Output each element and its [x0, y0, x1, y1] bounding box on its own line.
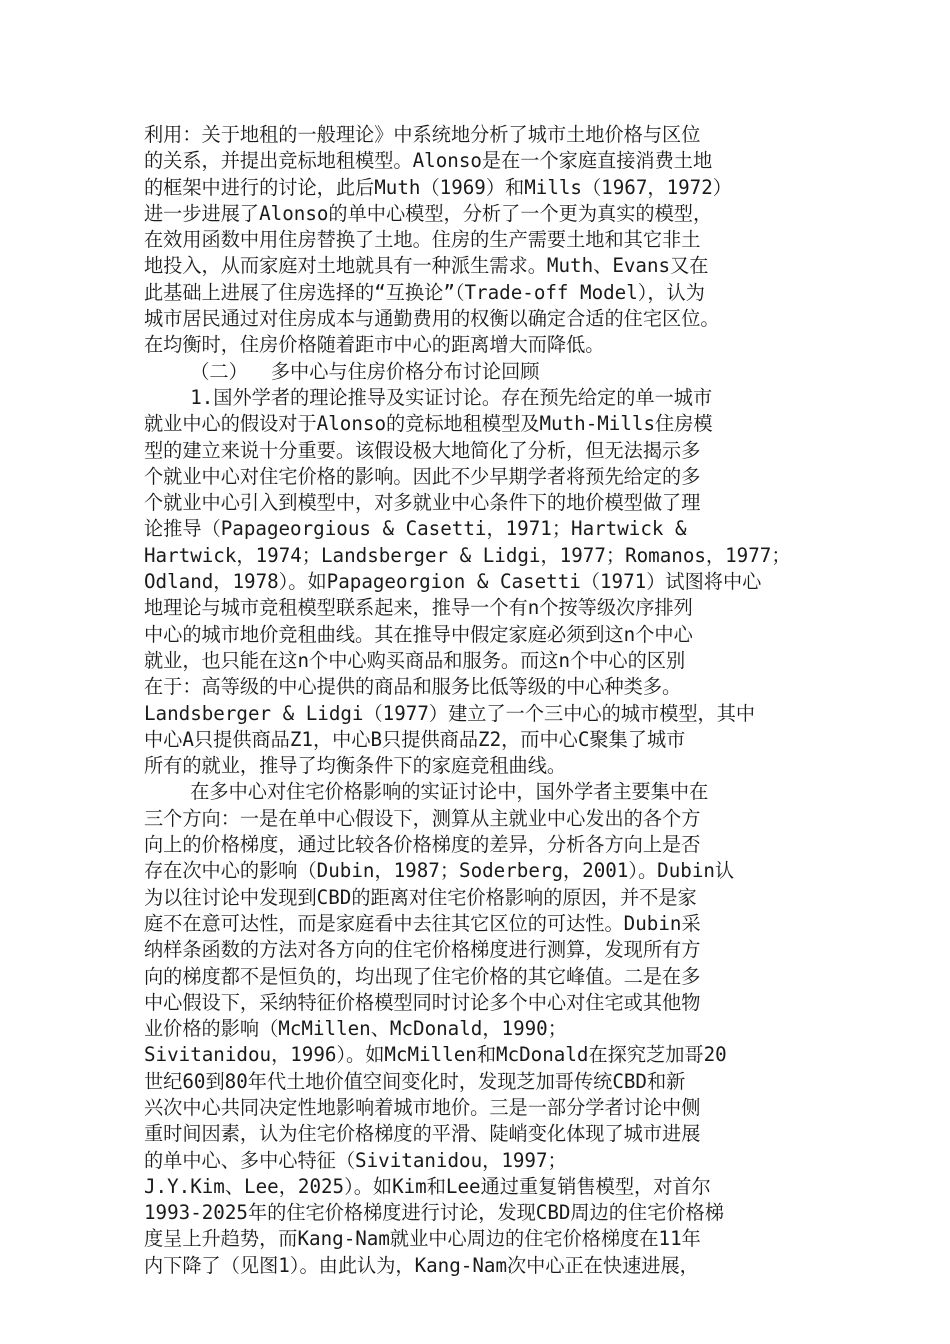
text-line: 的单中心、多中心特征（Sivitanidou，1997； [144, 1148, 567, 1172]
text-line: Sivitanidou，1996）。如McMillen和McDonald在探究芝加哥20 [144, 1043, 727, 1067]
text-line: 在均衡时，住房价格随着距市中心的距离增大而降低。 [144, 333, 605, 357]
text-line: 就业中心的假设对于Alonso的竞标地租模型及Muth-Mills住房模 [144, 412, 713, 436]
section-heading: （二） 多中心与住房价格分布讨论回顾 [144, 359, 540, 383]
text-line: 所有的就业，推导了均衡条件下的家庭竞租曲线。 [144, 754, 567, 778]
text-line: 中心的城市地价竞租曲线。其在推导中假定家庭必须到这n个中心 [144, 622, 693, 646]
text-line: Hartwick，1974；Landsberger & Lidgi，1977；Romanos，1977； [144, 543, 791, 567]
text-line: 地投入，从而家庭对土地就具有一种派生需求。Muth、Evans又在 [144, 254, 709, 278]
text-line: 在于：高等级的中心提供的商品和服务比低等级的中心种类多。 [144, 675, 682, 699]
text-line: 向上的价格梯度，通过比较各价格梯度的差异，分析各方向上是否 [144, 833, 701, 857]
text-line: 地理论与城市竞租模型联系起来，推导一个有n个按等级次序排列 [144, 596, 693, 620]
text-line: 兴次中心共同决定性地影响着城市地价。三是一部分学者讨论中侧 [144, 1095, 701, 1119]
text-line: 世纪60到80年代土地价值空间变化时，发现芝加哥传统CBD和新 [144, 1069, 686, 1093]
text-line: 业价格的影响（McMillen、McDonald，1990； [144, 1017, 567, 1041]
text-line: 此基础上进展了住房选择的“互换论”（Trade-off Model），认为 [144, 280, 705, 304]
text-line: 内下降了（见图1）。由此认为，Kang-Nam次中心正在快速进展， [144, 1253, 699, 1277]
text-line: 度呈上升趋势，而Kang-Nam就业中心周边的住宅价格梯度在11年 [144, 1227, 701, 1251]
text-line: J.Y.Kim、Lee，2025）。如Kim和Lee通过重复销售模型，对首尔 [144, 1174, 711, 1198]
text-line: 城市居民通过对住房成本与通勤费用的权衡以确定合适的住宅区位。 [144, 307, 720, 331]
text-line: 进一步进展了Alonso的单中心模型，分析了一个更为真实的模型， [144, 201, 713, 225]
text-line: 向的梯度都不是恒负的，均出现了住宅价格的其它峰值。二是在多 [144, 964, 701, 988]
text-line: 在效用函数中用住房替换了土地。住房的生产需要土地和其它非土 [144, 228, 701, 252]
text-line: Landsberger & Lidgi（1977）建立了一个三中心的城市模型，其中 [144, 701, 756, 725]
text-line: Odland，1978）。如Papageorgion & Casetti（1971）试图将中心 [144, 570, 762, 594]
text-line: 1.国外学者的理论推导及实证讨论。存在预先给定的单一城市 [144, 385, 713, 409]
text-line: 中心假设下，采纳特征价格模型同时讨论多个中心对住宅或其他物 [144, 990, 701, 1014]
text-line: 中心A只提供商品Z1，中心B只提供商品Z2，而中心C聚集了城市 [144, 727, 686, 751]
text-line: 重时间因素，认为住宅价格梯度的平滑、陡峭变化体现了城市进展 [144, 1122, 701, 1146]
text-line: 存在次中心的影响（Dubin，1987；Soderberg，2001）。Dubin认 [144, 859, 735, 883]
body-text [144, 122, 824, 1279]
text-line: 三个方向：一是在单中心假设下，测算从主就业中心发出的各个方 [144, 806, 701, 830]
text-line: 1993-2025年的住宅价格梯度进行讨论，发现CBD周边的住宅价格梯 [144, 1201, 724, 1225]
text-line: 纳样条函数的方法对各方向的住宅价格梯度进行测算，发现所有方 [144, 938, 701, 962]
text-line: 论推导（Papageorgious & Casetti，1971；Hartwick & [144, 517, 687, 541]
text-line: 个就业中心对住宅价格的影响。因此不少早期学者将预先给定的多 [144, 464, 701, 488]
text-line: 就业，也只能在这n个中心购买商品和服务。而这n个中心的区别 [144, 648, 686, 672]
text-line: 型的建立来说十分重要。该假设极大地简化了分析，但无法揭示多 [144, 438, 701, 462]
text-line: 庭不在意可达性，而是家庭看中去往其它区位的可达性。Dubin采 [144, 911, 701, 935]
text-line: 在多中心对住宅价格影响的实证讨论中，国外学者主要集中在 [144, 780, 709, 804]
text-line: 利用：关于地租的一般理论》中系统地分析了城市土地价格与区位 [144, 123, 701, 146]
text-line: 为以往讨论中发现到CBD的距离对住宅价格影响的原因，并不是家 [144, 885, 697, 909]
text-line: 个就业中心引入到模型中，对多就业中心条件下的地价模型做了理 [144, 491, 701, 515]
text-line: 的框架中进行的讨论，此后Muth（1969）和Mills（1967，1972） [144, 175, 732, 199]
text-line: 的关系，并提出竞标地租模型。Alonso是在一个家庭直接消费土地 [144, 149, 713, 173]
